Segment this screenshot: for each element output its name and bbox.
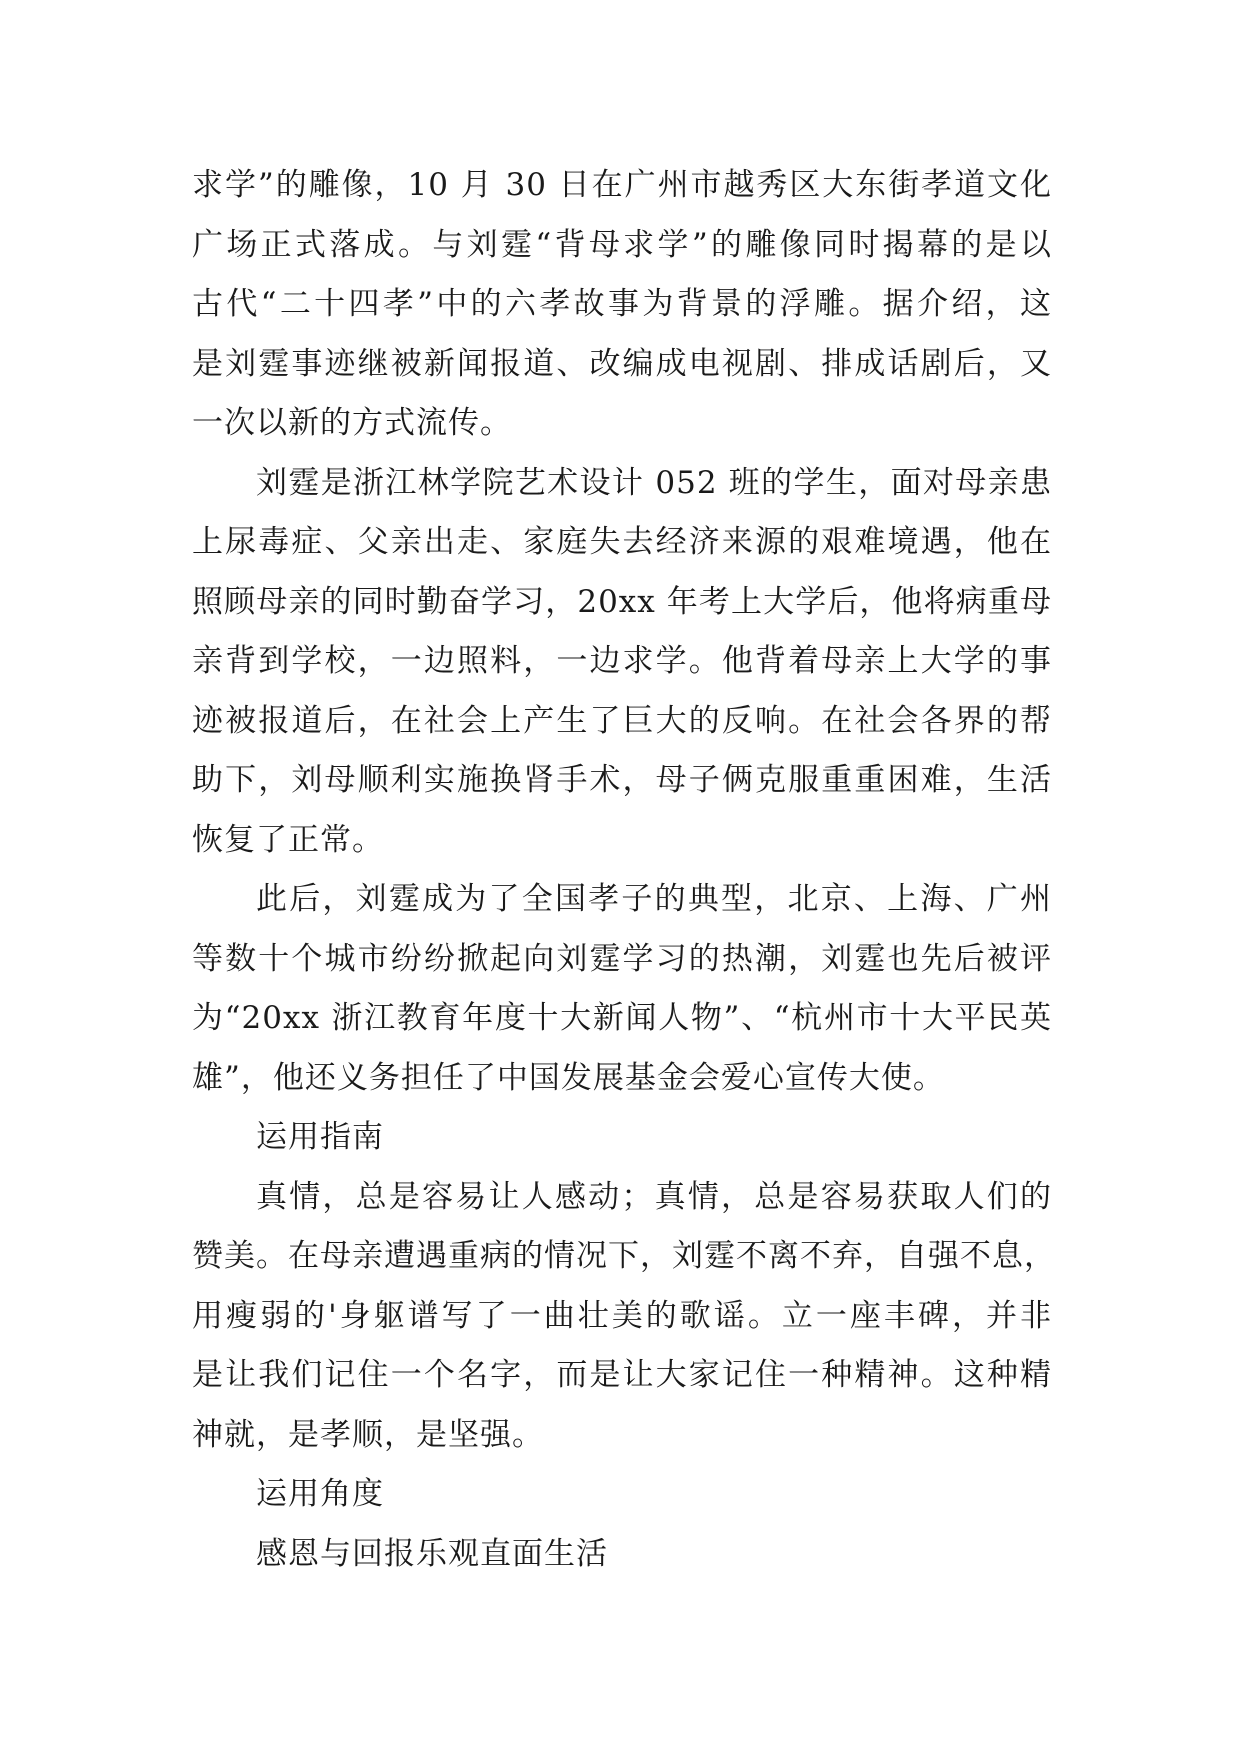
text-line: 赞美。在母亲遭遇重病的情况下，刘霆不离不弃，自强不息， [192,1238,1056,1274]
text-line: 亲背到学校，一边照料，一边求学。他背着母亲上大学的事 [192,643,1052,679]
text-line: 真情，总是容易让人感动；真情，总是容易获取人们的 [256,1179,1052,1215]
text-line: 广场正式落成。与刘霆“背母求学”的雕像同时揭幕的是以 [192,227,1052,263]
text-line: 雄”，他还义务担任了中国发展基金会爱心宣传大使。 [192,1060,945,1096]
text-line: 神就，是孝顺，是坚强。 [192,1417,544,1453]
text-line: 感恩与回报乐观直面生活 [256,1536,608,1572]
text-line: 此后，刘霆成为了全国孝子的典型，北京、上海、广州 [256,881,1052,917]
text-line: 上尿毒症、父亲出走、家庭失去经济来源的艰难境遇，他在 [192,524,1052,560]
text-line: 照顾母亲的同时勤奋学习，20xx 年考上大学后，他将病重母 [192,584,1052,620]
section-heading: 运用指南 [256,1119,384,1155]
text-line: 为“20xx 浙江教育年度十大新闻人物”、“杭州市十大平民英 [192,1000,1052,1036]
text-line: 等数十个城市纷纷掀起向刘霆学习的热潮，刘霆也先后被评 [192,941,1052,977]
text-line: 恢复了正常。 [192,822,384,858]
text-line: 是刘霆事迹继被新闻报道、改编成电视剧、排成话剧后，又 [192,346,1052,382]
text-line: 古代“二十四孝”中的六孝故事为背景的浮雕。据介绍，这 [192,286,1052,322]
text-line: 是让我们记住一个名字，而是让大家记住一种精神。这种精 [192,1357,1052,1393]
text-line: 刘霆是浙江林学院艺术设计 052 班的学生，面对母亲患 [256,465,1052,501]
text-line: 求学”的雕像，10 月 30 日在广州市越秀区大东街孝道文化 [192,167,1052,203]
text-line: 一次以新的方式流传。 [192,405,512,441]
text-line: 迹被报道后，在社会上产生了巨大的反响。在社会各界的帮 [192,703,1052,739]
text-line: 助下，刘母顺利实施换肾手术，母子俩克服重重困难，生活 [192,762,1052,798]
section-heading: 运用角度 [256,1476,384,1512]
text-line: 用瘦弱的'身躯谱写了一曲壮美的歌谣。立一座丰碑，并非 [192,1298,1052,1334]
